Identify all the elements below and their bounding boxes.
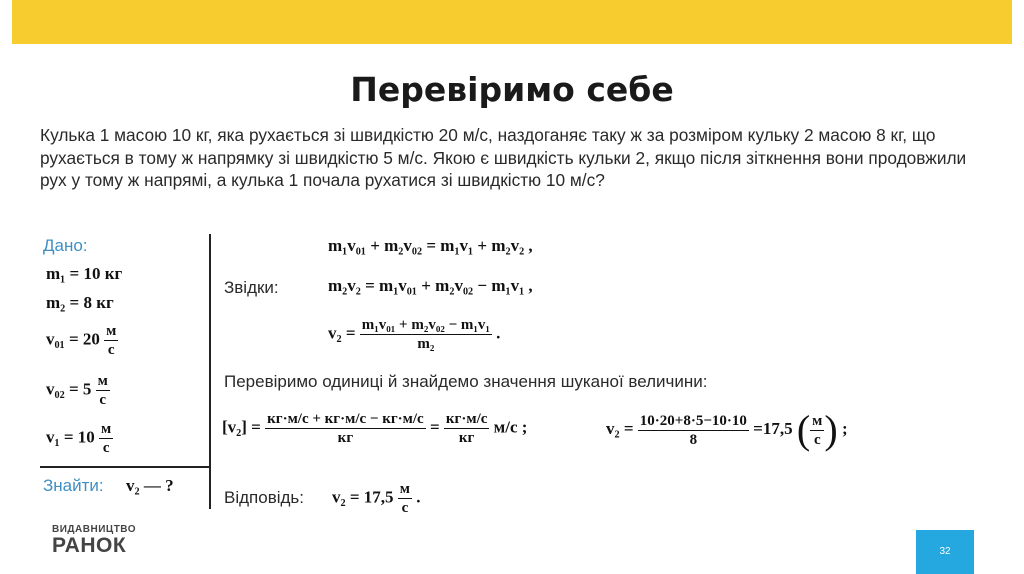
value-unit-fraction xyxy=(810,412,824,449)
answer-label: Відповідь: xyxy=(224,488,305,507)
value-unit-denominator: с xyxy=(813,431,821,448)
given-v1-value: v₁ = 10 xyxy=(46,427,95,447)
page-number: 32 xyxy=(939,546,951,557)
given-v01 xyxy=(46,322,118,359)
left-paren: ( xyxy=(796,407,811,452)
value-fraction xyxy=(638,412,749,449)
given-divider-vertical xyxy=(209,234,211,509)
answer-end: . xyxy=(416,487,421,507)
given-v01-value: v₀₁ = 20 xyxy=(46,329,100,349)
unit-fraction xyxy=(104,322,118,359)
solution-numerator: m₁v₀₁ + m₂v₀₂ − m₁v₁ xyxy=(361,317,490,333)
right-paren: ) xyxy=(824,407,838,452)
unit-numerator: м xyxy=(97,373,108,389)
solution-end: . xyxy=(496,323,501,343)
units-numerator-1: кг·м/с + кг·м/с − кг·м/с xyxy=(267,411,424,427)
given-m1: m₁ = 10 кг xyxy=(46,264,123,283)
answer-unit-numerator: м xyxy=(399,481,411,497)
given-divider-horizontal xyxy=(40,466,210,468)
given-v02 xyxy=(46,372,110,409)
answer-unit-fraction xyxy=(398,480,412,517)
value-unit-numerator: м xyxy=(812,412,823,429)
units-result: м/с ; xyxy=(493,417,528,437)
unit-numerator: м xyxy=(101,421,112,437)
value-lhs: v₂ = xyxy=(606,418,634,438)
units-check-formula xyxy=(222,410,527,447)
rearranged-equation: m₂v₂ = m₁v₀₁ + m₂v₀₂ − m₁v₁ , xyxy=(328,276,533,295)
units-fraction-2 xyxy=(444,410,490,447)
whence-label: Звідки: xyxy=(224,278,279,297)
slide-title: Перевіримо себе xyxy=(350,70,674,109)
value-end: ; xyxy=(841,418,848,438)
given-m2: m₂ = 8 кг xyxy=(46,293,114,312)
find-label: Знайти: xyxy=(43,476,104,495)
value-denominator: 8 xyxy=(689,431,698,448)
unit-denominator: с xyxy=(107,342,115,358)
solution-fraction xyxy=(360,316,492,353)
given-v02-value: v₀₂ = 5 xyxy=(46,379,92,399)
given-label: Дано: xyxy=(43,236,88,255)
solution-formula xyxy=(328,316,500,353)
units-denominator-1: кг xyxy=(337,430,354,446)
problem-text: Кулька 1 масою 10 кг, яка рухається зі швидкістю 20 м/с, наздоганяє таку ж за розміром кульку 2 масою 8 кг, що рухається в тому ж напрямку зі швидкістю 5 м/с. Якою є швидкість кульки 2, якщо після зіткнення вони продовжили рух у тому ж напрямі, а кулька 1 почала рухатися зі швидкістю 10 м/с? xyxy=(40,125,967,190)
unit-numerator: м xyxy=(106,323,117,339)
solution-denominator: m₂ xyxy=(417,336,435,352)
answer-formula xyxy=(332,480,421,517)
publisher-logo-top: ВИДАВНИЦТВО xyxy=(52,524,137,535)
units-denominator-2: кг xyxy=(458,430,475,446)
given-v1 xyxy=(46,420,113,457)
solution-lhs: v₂ = xyxy=(328,323,356,343)
unit-denominator: с xyxy=(102,440,110,456)
value-numerator: 10·20+8·5−10·10 xyxy=(639,412,747,429)
units-fraction-1 xyxy=(265,410,426,447)
unit-denominator: с xyxy=(99,392,107,408)
units-numerator-2: кг·м/с xyxy=(445,411,488,427)
top-accent-bar xyxy=(12,0,1012,44)
momentum-equation: m₁v₀₁ + m₂v₀₂ = m₁v₁ + m₂v₂ , xyxy=(328,236,533,255)
find-value: v₂ — ? xyxy=(126,476,174,495)
unit-fraction xyxy=(96,372,110,409)
check-units-label: Перевіримо одиниці й знайдемо значення шуканої величини: xyxy=(224,372,708,391)
units-equals: = xyxy=(429,417,440,437)
units-lhs: [v₂] = xyxy=(222,417,261,437)
page-number-badge xyxy=(916,530,974,574)
publisher-logo-main: РАНОК xyxy=(52,534,127,557)
value-calculation xyxy=(606,407,848,452)
unit-fraction xyxy=(99,420,113,457)
answer-value: v₂ = 17,5 xyxy=(332,487,394,507)
answer-unit-denominator: с xyxy=(401,500,409,516)
value-result: =17,5 xyxy=(753,418,793,438)
